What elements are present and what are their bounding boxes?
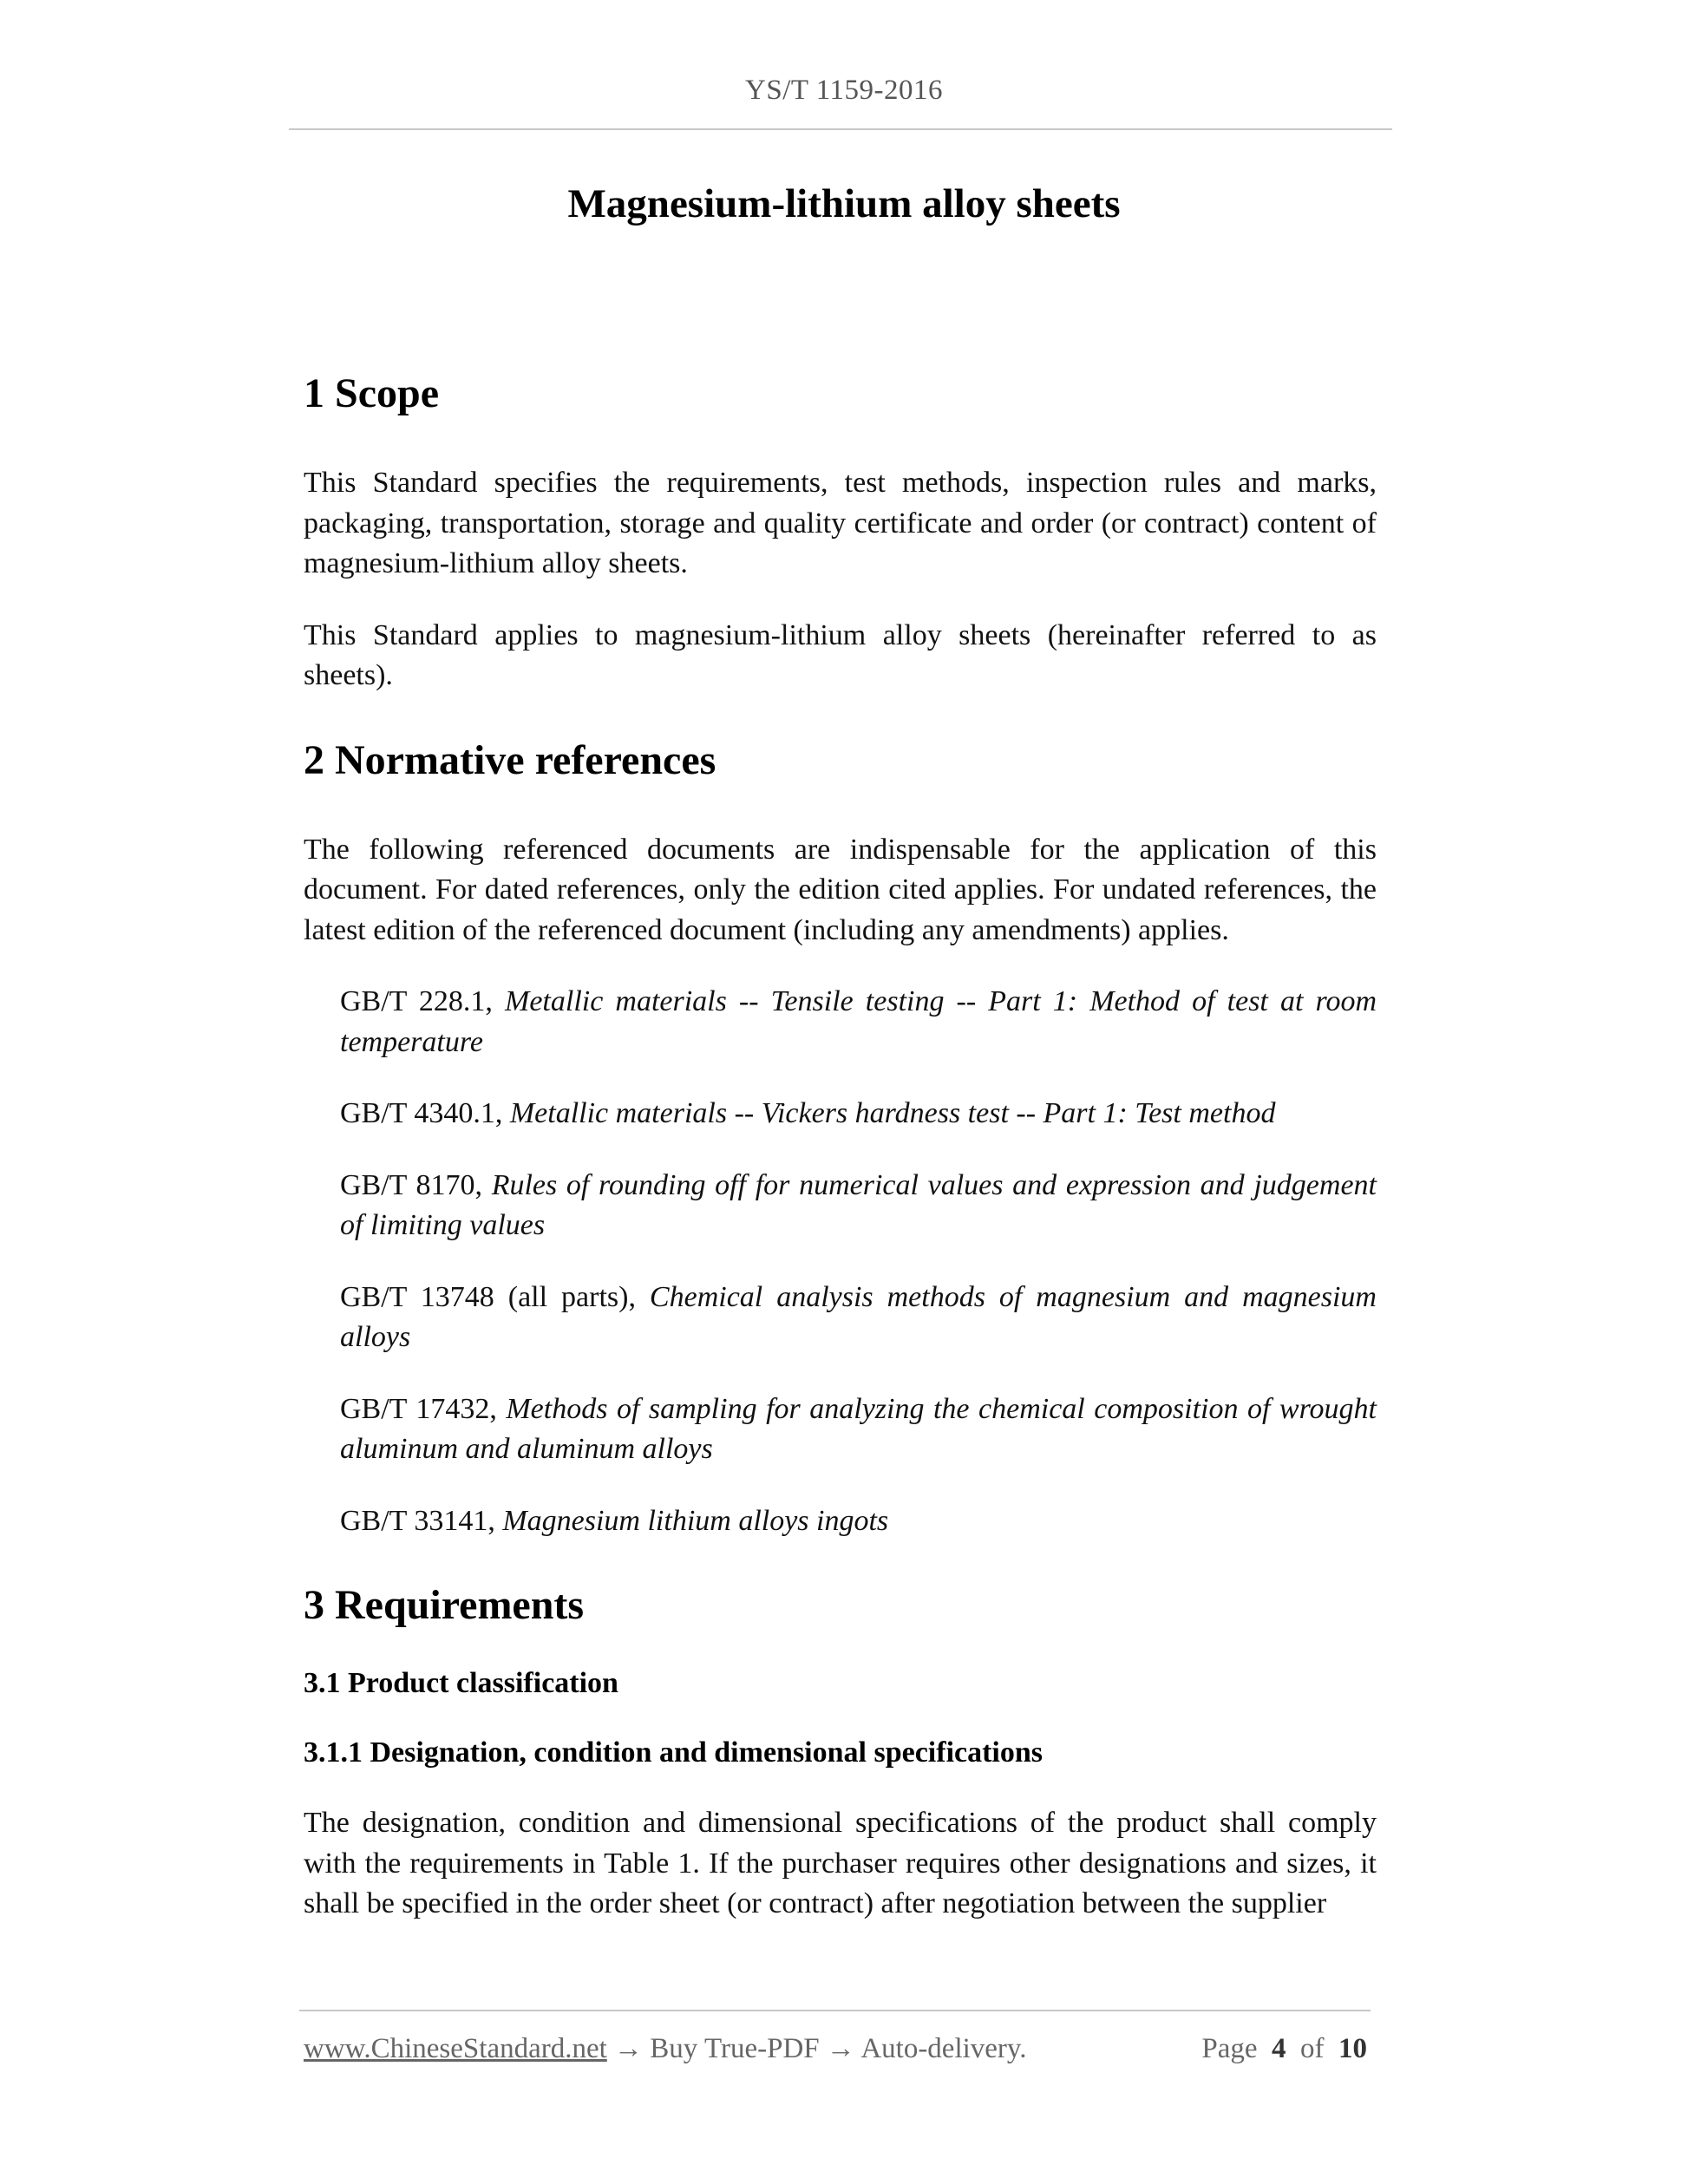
reference-item: GB/T 33141, Magnesium lithium alloys ingots bbox=[340, 1504, 889, 1537]
total-pages: 10 bbox=[1338, 2033, 1367, 2064]
scope-paragraph-1: This Standard specifies the requirements, test methods, inspection rules and marks, packaging, transportation, storage and quality certificate and order (or contract) content of magnesium-lithium alloy sheets. bbox=[304, 467, 1377, 579]
footer-left bbox=[304, 2033, 1027, 2065]
buy-true-pdf-text: Buy True-PDF bbox=[650, 2033, 820, 2064]
section-heading-requirements: 3 Requirements bbox=[304, 1582, 585, 1628]
section-heading-scope: 1 Scope bbox=[304, 370, 439, 416]
chinesestandard-link[interactable]: www.ChineseStandard.net bbox=[304, 2033, 607, 2064]
subsection-heading-designation: 3.1.1 Designation, condition and dimensional specifications bbox=[304, 1736, 1044, 1769]
footer-divider bbox=[299, 2010, 1371, 2011]
arrow-right-icon: → bbox=[826, 2033, 855, 2064]
reference-item: GB/T 228.1, Metallic materials -- Tensile testing -- Part 1: Method of test at room temperature bbox=[340, 985, 1377, 1058]
page-label: Page bbox=[1201, 2033, 1258, 2064]
reference-item: GB/T 13748 (all parts), Chemical analysis methods of magnesium and magnesium alloys bbox=[340, 1280, 1377, 1353]
reference-item: GB/T 8170, Rules of rounding off for numerical values and expression and judgement of limiting values bbox=[340, 1168, 1377, 1241]
scope-paragraph-2: This Standard applies to magnesium-lithium alloy sheets (hereinafter referred to as sheets). bbox=[304, 618, 1377, 691]
header-divider bbox=[289, 128, 1392, 130]
arrow-right-icon: → bbox=[614, 2033, 644, 2064]
page-number: 4 bbox=[1272, 2033, 1286, 2064]
reference-item: GB/T 4340.1, Metallic materials -- Vickers hardness test -- Part 1: Test method bbox=[340, 1097, 1276, 1129]
standard-code: YS/T 1159-2016 bbox=[745, 75, 943, 106]
auto-delivery-text: Auto-delivery. bbox=[860, 2033, 1027, 2064]
of-label: of bbox=[1300, 2033, 1325, 2064]
document-title: Magnesium-lithium alloy sheets bbox=[567, 181, 1121, 226]
reference-item: GB/T 17432, Methods of sampling for analyzing the chemical composition of wrought aluminum and aluminum alloys bbox=[340, 1392, 1377, 1465]
subsection-heading-product-classification: 3.1 Product classification bbox=[304, 1667, 618, 1699]
normative-intro-paragraph: The following referenced documents are indispensable for the application of this document. For dated references, only the edition cited applies. For undated references, the latest edition of the referenced document (including any amendments) applies. bbox=[304, 833, 1377, 946]
requirements-paragraph: The designation, condition and dimensional specifications of the product shall comply with the requirements in Table 1. If the purchaser requires other designations and sizes, it shall be specified in the order sheet (or contract) after negotiation between the supplier bbox=[304, 1807, 1377, 1919]
page-footer bbox=[304, 2033, 1367, 2065]
page-indicator bbox=[1201, 2033, 1367, 2065]
document-body bbox=[304, 364, 1377, 1925]
section-heading-normative-references: 2 Normative references bbox=[304, 736, 716, 783]
